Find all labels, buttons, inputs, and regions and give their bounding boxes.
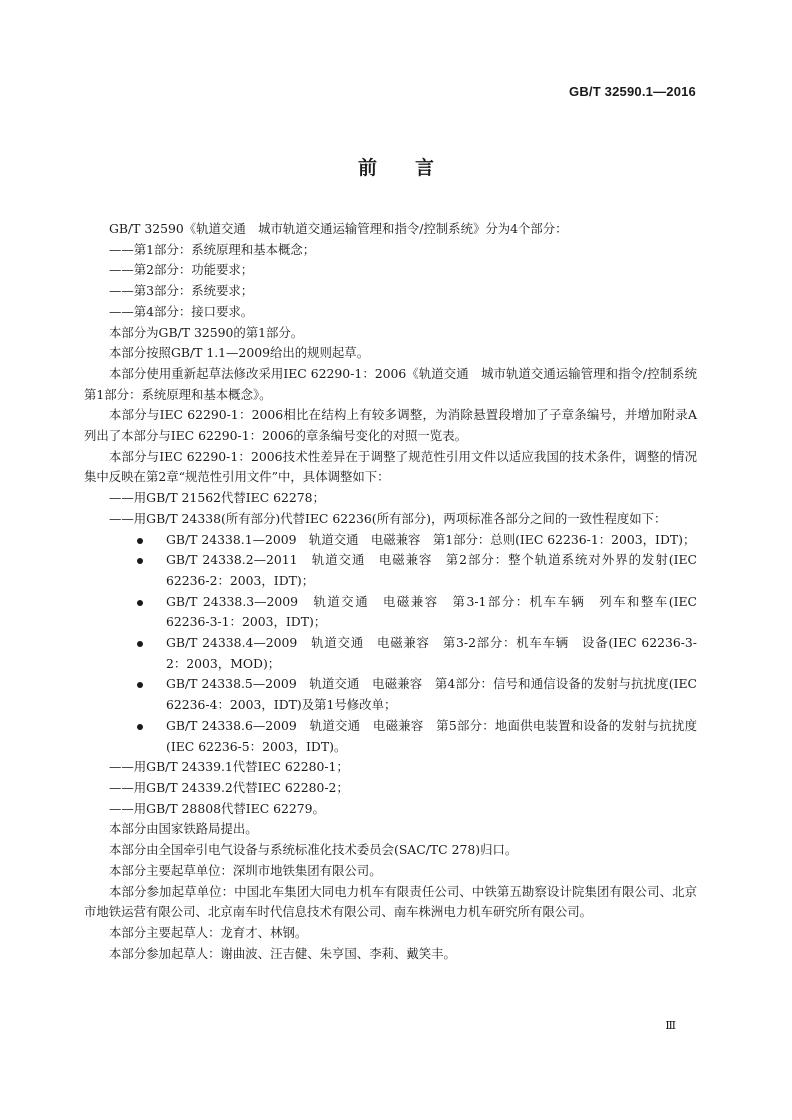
list-item-text: GB/T 24338.5—2009 轨道交通 电磁兼容 第4部分：信号和通信设备的发射与抗扰度(IEC 62236-4：2003，IDT)及第1号修改单；: [166, 676, 697, 713]
list-item: [84, 530, 697, 551]
part-item: ——第4部分：接口要求。: [109, 303, 254, 319]
closing-paragraph: 本部分参加起草单位：中国北车集团大同电力机车有限责任公司、中铁第五勘察设计院集团有限公司、北京市地铁运营有限公司、北京南车时代信息技术有限公司、南车株洲电力机车研究所有限公司。: [84, 883, 697, 920]
page-number: Ⅲ: [665, 1019, 676, 1032]
part-item: ——第2部分：功能要求；: [109, 262, 254, 278]
statement-paragraph: 本部分与IEC 62290-1：2006技术性差异在于调整了规范性引用文件以适应我国的技术条件，调整的情况集中反映在第2章“规范性引用文件”中，具体调整如下：: [84, 448, 697, 485]
part-item: ——第3部分：系统要求；: [109, 283, 254, 299]
list-item-text: GB/T 24338.3—2009 轨道交通 电磁兼容 第3-1部分：机车车辆 列车和整车(IEC 62236-3-1：2003，IDT)；: [166, 593, 697, 630]
adjustment-item: ——用GB/T 24339.2代替IEC 62280-2；: [109, 779, 349, 795]
part-item: ——第1部分：系统原理和基本概念；: [109, 241, 316, 257]
statement-paragraph: 本部分与IEC 62290-1：2006相比在结构上有较多调整，为消除悬置段增加了子章条编号，并增加附录A列出了本部分与IEC 62290-1：2006的章条编号变化的对照一览表。: [84, 407, 697, 444]
foreword-body: [84, 219, 710, 964]
list-item: [84, 550, 697, 591]
closing-paragraph: 本部分主要起草人：龙育才、林钢。: [109, 924, 308, 940]
statement-paragraph: 本部分为GB/T 32590的第1部分。: [109, 324, 304, 340]
intro-paragraph: GB/T 32590《轨道交通 城市轨道交通运输管理和指令/控制系统》分为4个部分：: [109, 221, 568, 236]
page-title: 前言: [357, 157, 472, 179]
adjustment-item: ——用GB/T 24338(所有部分)代替IEC 62236(所有部分)，两项标准各部分之间的一致性程度如下：: [109, 510, 667, 526]
list-item-text: GB/T 24338.1—2009 轨道交通 电磁兼容 第1部分：总则(IEC 62236-1：2003，IDT)；: [166, 531, 696, 547]
consistency-list: [84, 530, 697, 758]
adjustment-item: ——用GB/T 28808代替IEC 62279。: [109, 800, 325, 816]
list-item: [84, 674, 697, 715]
bullet-icon: [137, 724, 143, 730]
statement-paragraph: 本部分使用重新起草法修改采用IEC 62290-1：2006《轨道交通 城市轨道交通运输管理和指令/控制系统 第1部分：系统原理和基本概念》。: [84, 365, 710, 402]
list-item: [84, 716, 697, 757]
closing-paragraph: 本部分参加起草人：谢曲波、汪吉健、朱亨国、李莉、戴笑丰。: [109, 945, 456, 961]
statement-paragraph: 本部分按照GB/T 1.1—2009给出的规则起草。: [109, 345, 370, 361]
standard-code: GB/T 32590.1—2016: [569, 84, 696, 99]
list-item: [84, 592, 697, 633]
closing-paragraph: 本部分由国家铁路局提出。: [109, 821, 258, 837]
bullet-icon: [137, 682, 143, 688]
bullet-icon: [137, 538, 143, 544]
bullet-icon: [137, 600, 143, 606]
adjustment-item: ——用GB/T 21562代替IEC 62278；: [109, 490, 325, 506]
closing-paragraph: 本部分由全国牵引电气设备与系统标准化技术委员会(SAC/TC 278)归口。: [109, 842, 518, 858]
closing-paragraph: 本部分主要起草单位：深圳市地铁集团有限公司。: [109, 862, 382, 878]
list-item-text: GB/T 24338.4—2009 轨道交通 电磁兼容 第3-2部分：机车车辆 设备(IEC 62236-3-2：2003，MOD)；: [166, 635, 697, 671]
adjustment-item: ——用GB/T 24339.1代替IEC 62280-1；: [109, 759, 349, 775]
bullet-icon: [137, 641, 143, 647]
list-item-text: GB/T 24338.6—2009 轨道交通 电磁兼容 第5部分：地面供电装置和设备的发射与抗扰度(IEC 62236-5：2003，IDT)。: [166, 717, 697, 754]
list-item-text: GB/T 24338.2—2011 轨道交通 电磁兼容 第2部分：整个轨道系统对外界的发射(IEC 62236-2：2003，IDT)；: [166, 552, 697, 588]
list-item: [84, 633, 697, 674]
bullet-icon: [137, 558, 143, 564]
